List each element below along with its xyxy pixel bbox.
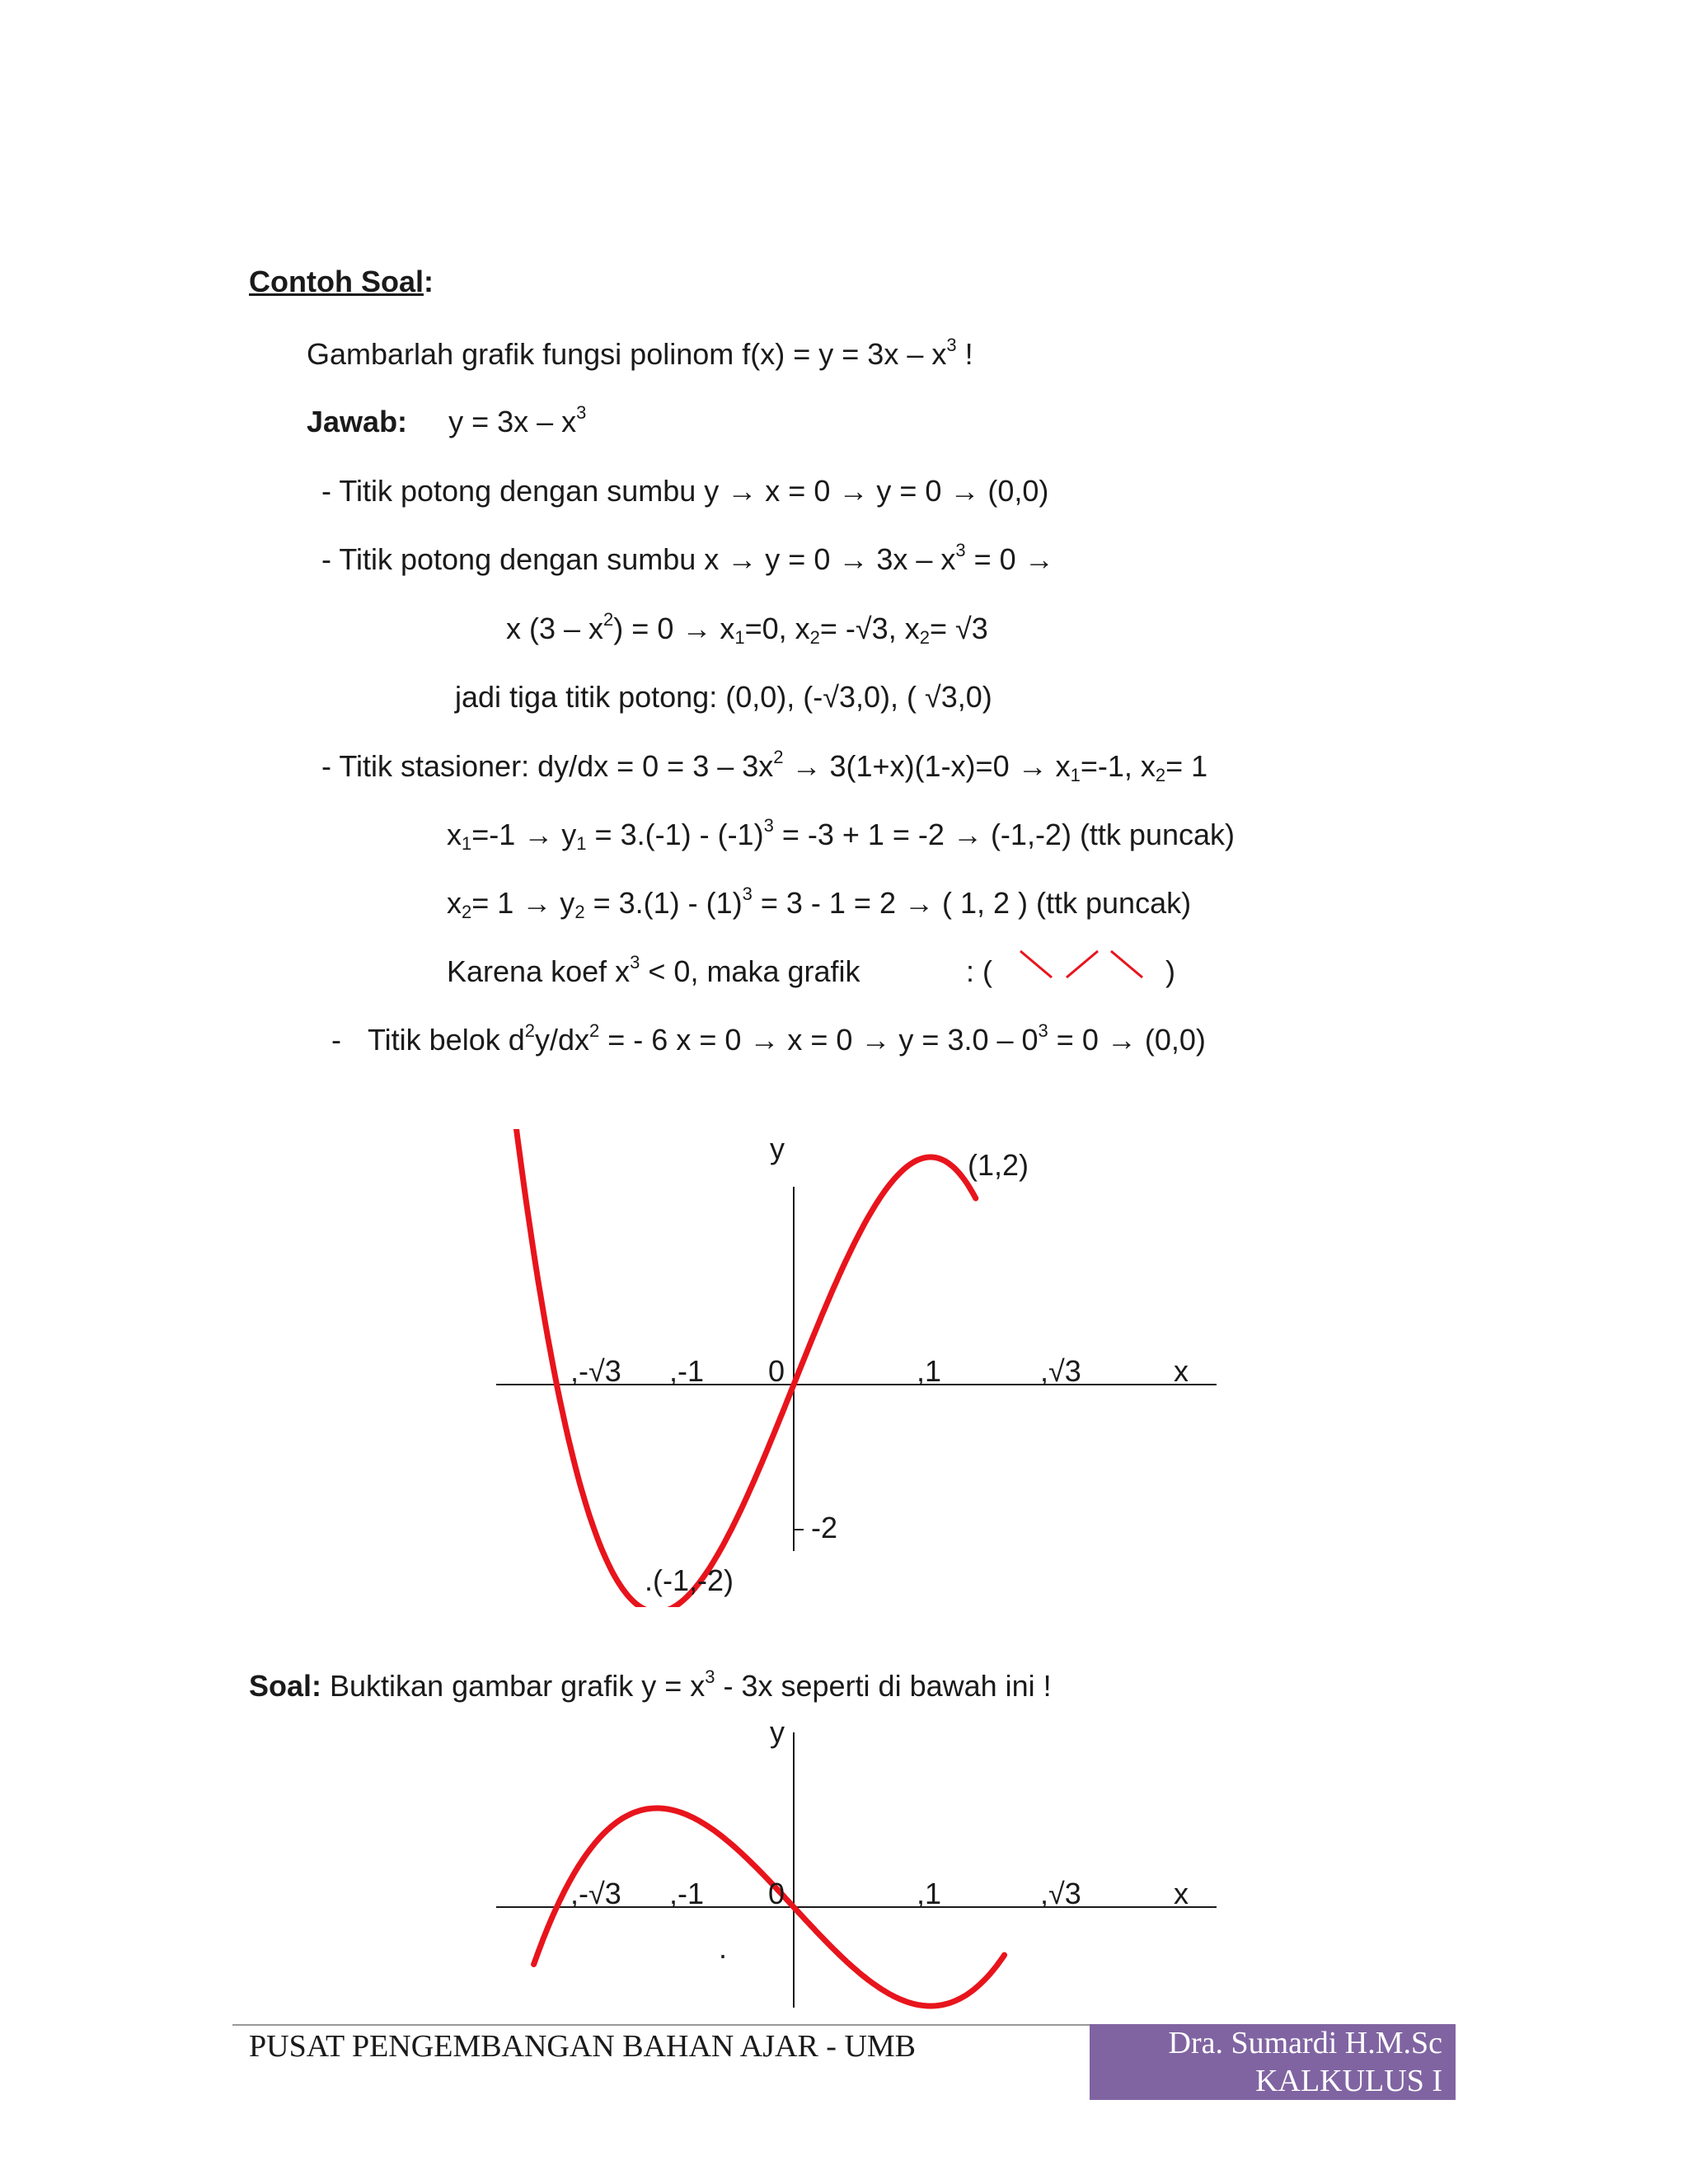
graph1-tick-neg1: ,-1 (669, 1354, 705, 1388)
graph1-tick-neg-sqrt3: ,-√3 (570, 1354, 621, 1388)
footer-author-box (1090, 2024, 1456, 2100)
graph1-valley-label: .(-1,-2) (645, 1563, 734, 1597)
graph1-peak-label: (1,2) (968, 1148, 1029, 1182)
graph1-tick-sqrt3: ,√3 (1040, 1354, 1081, 1388)
step-factor: x $(3 - x^2) = 0 \to x_1=0$, $x_2= -√3$, $x_2= √3$ (506, 609, 988, 648)
graph-3x-minus-x3 (0, 1129, 1688, 1607)
graph2-tick-neg-sqrt3: ,-√3 (570, 1877, 621, 1910)
step-x-intercept: - Titik potong dengan sumbu $x \to y = 0 \to 3x - x^3 = 0$ → (321, 540, 1054, 576)
graph2-tick-zero: 0 (768, 1877, 785, 1910)
coef-shape-close: ) (1165, 954, 1175, 988)
graph1-x-label: x (1174, 1354, 1189, 1388)
exercise-line: Soal: Buktikan gambar grafik $y = x^3 - 3x$ seperti di bawah ini ! (249, 1666, 1052, 1703)
step-x2: $x_2= 1 \to y_2 = 3.(1) - (1)^3 = 3 - 1 = 2$ → ( 1, 2 ) (ttk puncak) (447, 883, 1192, 922)
step-three-points: jadi tiga titik potong: (0,0), (-√3,0), ( √3,0) (455, 680, 992, 714)
section-heading: Contoh Soal: (249, 265, 434, 298)
step-x1: $x_1=-1 \to y_1 = 3.(-1) - (-1)^3 = -3 + 1 = -2 \to (-1,-2)$ (ttk puncak) (447, 815, 1236, 854)
footer-publisher: PUSAT PENGEMBANGAN BAHAN AJAR - UMB (249, 2029, 917, 2064)
answer-line: Jawab: $y = 3x - x^3$ (307, 402, 587, 438)
shape-down-up-down-icon (1014, 948, 1154, 989)
coef-shape-open: : ( (966, 954, 992, 988)
graph1-tick-one: ,1 (917, 1354, 942, 1388)
step-stationary: - Titik stasioner: $dy/dx = 0 = 3 - 3x^2 \to 3(1+x)(1-x)=0 \to x_1=-1$, $x_2= 1$ (321, 747, 1208, 785)
graph2-dot: . (719, 1931, 728, 1965)
step-y-intercept: - Titik potong dengan sumbu y → x = 0 → y = 0 → (0,0) (321, 474, 1049, 508)
graph2-y-label: y (770, 1715, 785, 1749)
graph1-y-label: y (770, 1132, 785, 1165)
step-inflection: Titik belok $d^2y/dx^2$ = - 6 $x = 0 \to x = 0 \to y = 3.0 - 0^3 = 0 \to (0,0)$ (368, 1020, 1206, 1057)
heading-text: Contoh Soal (249, 265, 424, 298)
graph1-tick-zero: 0 (768, 1354, 785, 1388)
answer-label: Jawab: (307, 405, 408, 438)
footer-course: KALKULUS I (1255, 2064, 1442, 2098)
graph2-tick-one: ,1 (917, 1877, 942, 1910)
step-coef: Karena koef $x^3 < 0$, maka grafik (447, 952, 860, 988)
graph2-tick-neg1: ,-1 (669, 1877, 705, 1910)
exercise-label: Soal: (249, 1669, 322, 1703)
problem-statement: Gambarlah grafik fungsi polinom $f(x) = y = 3x - x^3$ ! (307, 335, 973, 371)
graph2-x-label: x (1174, 1877, 1189, 1910)
graph-x3-minus-3x (0, 1714, 1688, 2019)
step-inflection-dash: - (331, 1023, 341, 1057)
footer-author: Dra. Sumardi H.M.Sc (1168, 2026, 1442, 2060)
graph1-tick-neg2: -2 (811, 1511, 838, 1544)
graph2-tick-sqrt3: ,√3 (1040, 1877, 1081, 1910)
